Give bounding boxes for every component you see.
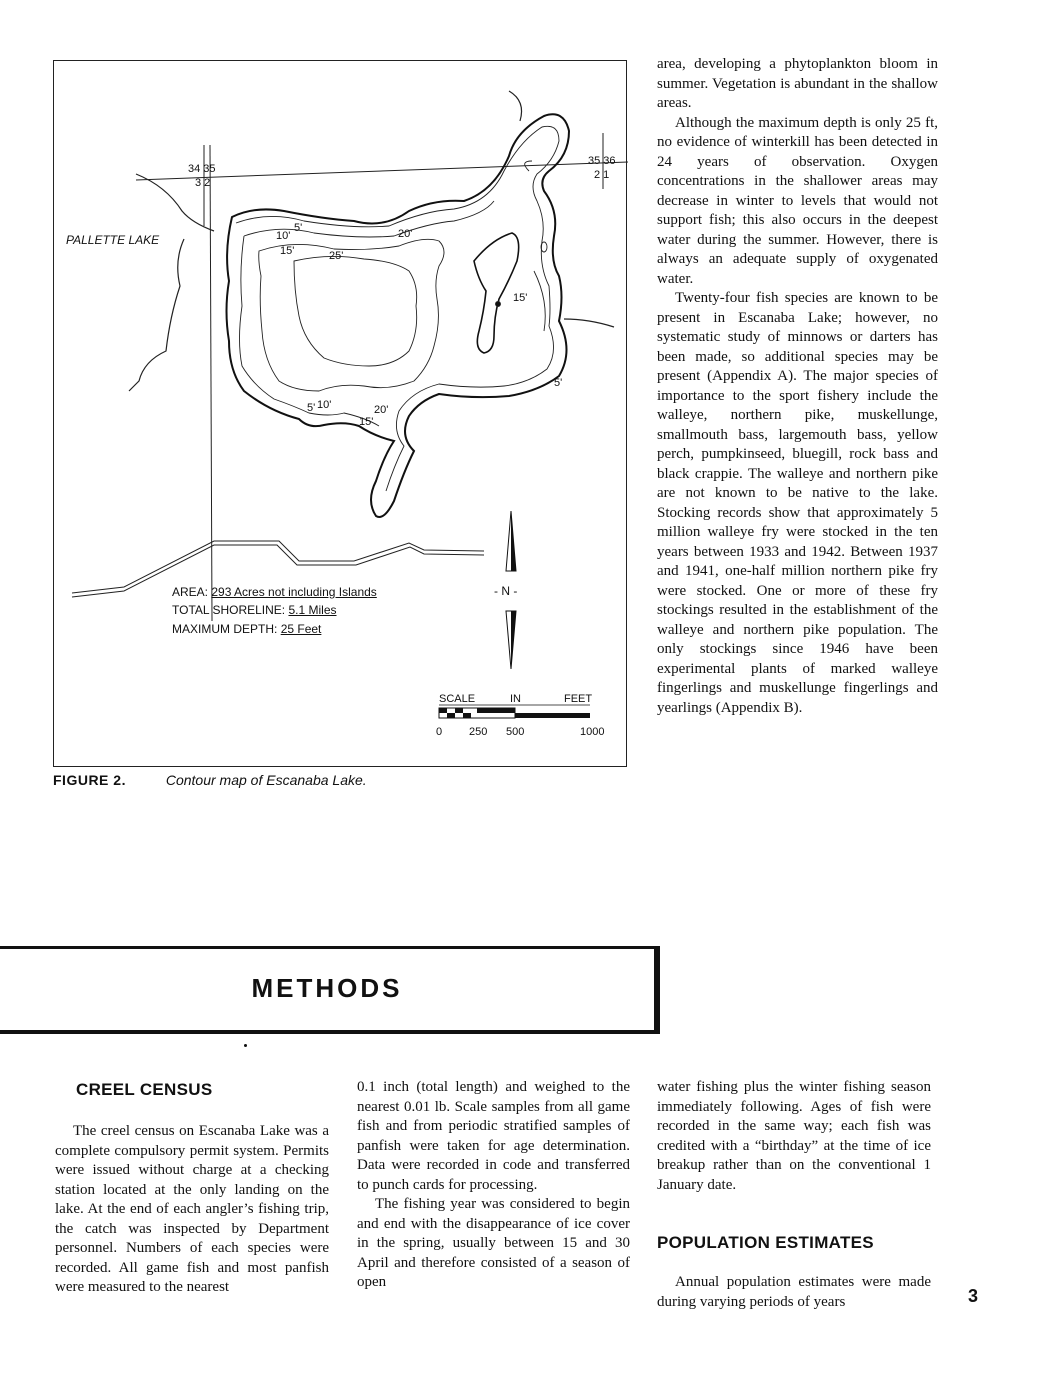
creel-census-col2 — [357, 1078, 630, 1293]
scale-tick: 1000 — [580, 726, 605, 738]
map-labels — [66, 155, 616, 428]
paragraph: area, developing a phytoplankton bloom in summer. Vegetation is abundant in the shallow areas. — [657, 56, 938, 111]
legend-area — [172, 585, 377, 599]
methods-banner — [0, 946, 660, 1034]
creel-census-col3 — [657, 1078, 931, 1195]
population-estimates-heading: POPULATION ESTIMATES — [657, 1233, 874, 1252]
contour-label: 20' — [374, 404, 389, 416]
north-arrow-icon — [494, 511, 517, 669]
legend-shoreline — [172, 603, 337, 617]
legend-shoreline-label: TOTAL SHORELINE: — [172, 603, 286, 617]
scale-unit: FEET — [564, 693, 593, 705]
section-number-label: 35 36 — [588, 155, 616, 167]
right-column-text — [657, 55, 938, 718]
legend-depth-value: 25 Feet — [280, 622, 322, 636]
scale-bar — [436, 693, 604, 738]
figure-frame — [53, 60, 627, 767]
page-number: 3 — [968, 1286, 979, 1306]
streams — [129, 91, 614, 391]
contour-label: 5' — [307, 402, 316, 414]
contour-label: 5' — [294, 222, 303, 234]
legend-depth-label: MAXIMUM DEPTH: — [172, 622, 278, 636]
paragraph: Twenty-four fish species are known to be present in Escanaba Lake; however, no systematic study of minnows or darters has been made, so additional species may be present (Appendix A). The major species of importance to the sport fishery include the walleye, northern pike, muskellunge, smallmouth bass, largemouth bass, yellow perch, pumpkinseed, bluegill, rock bass and black crappie. The walleye and northern pike are not known to be native to the lake. Stocking records show that approximately 5 million walleye fry were stocked in the ten years between 1933 and 1942. Between 1937 and 1941, one-half million northern pike fry were stocked. One or more of these fry stockings resulted in the establishment of the walleye and northern pike population. The only stockings since 1946 have been experimental plants of marked walleye fingerlings and muskellunge fingerlings and yearlings (Appendix B). — [657, 290, 938, 716]
contour-label: 20' — [398, 228, 413, 240]
creel-census-heading: CREEL CENSUS — [76, 1080, 213, 1099]
paragraph: 0.1 inch (total length) and weighed to the nearest 0.01 lb. Scale samples from all game fish and from periodic stratified samples of panfish were taken for age determination. Data were recorded in code and transferred to punch cards for processing. — [357, 1079, 630, 1193]
scale-tick: 0 — [436, 726, 443, 738]
contour-label: 10' — [276, 230, 291, 242]
scale-title: SCALE — [439, 693, 476, 705]
legend-area-label: AREA: — [172, 585, 209, 599]
section-title: METHODS — [251, 973, 403, 1003]
depth-contours — [236, 126, 559, 491]
paragraph: water fishing plus the winter fishing season immediately following. Ages of fish were recorded in the same way; each fish was credited with a “birthday” at the time of ice breakup rather than on the conventional 1 January date. — [657, 1079, 931, 1193]
contour-map — [54, 61, 628, 768]
legend-shoreline-value: 5.1 Miles — [288, 603, 337, 617]
contour-label: 15' — [280, 245, 295, 257]
contour-label: 15' — [359, 416, 374, 428]
creel-census-col1 — [55, 1122, 329, 1298]
scale-in: IN — [510, 693, 521, 705]
paragraph: Although the maximum depth is only 25 ft, no evidence of winterkill has been detected in 24 years of observation. Oxygen concentrations in the shallower areas may decrease in winter to levels that would not support fish; this also occurs in the deepest water during the summer. However, there is always an adequate supply of oxygenated water. — [657, 114, 938, 287]
section-number-label: 2 1 — [594, 169, 610, 181]
north-label: - N - — [494, 584, 518, 598]
contour-label: 25' — [329, 250, 344, 262]
contour-label: 15' — [513, 292, 528, 304]
paragraph: The creel census on Escanaba Lake was a complete compulsory permit system. Permits were issued without charge at a checking station located at the only landing on the lake. At the end of each angler’s fishing trip, the catch was inspected by Department personnel. Numbers of each species were recorded. All game fish and most panfish were measured to the nearest — [55, 1123, 329, 1295]
section-line-vertical-left — [210, 145, 212, 621]
legend-area-value: 293 Acres not including Islands — [211, 585, 377, 599]
scale-tick: 250 — [469, 726, 488, 738]
contour-label: 5' — [554, 377, 563, 389]
figure-caption-text: Contour map of Escanaba Lake. — [165, 772, 367, 788]
section-number-label: 3 2 — [195, 177, 211, 189]
island — [474, 233, 519, 353]
figure-caption — [53, 772, 367, 788]
paragraph: The fishing year was considered to begin and end with the disappearance of ice cover in the spring, usually between 15 and 30 April and therefore consisted of a season of open — [357, 1196, 630, 1290]
stray-dot — [244, 1044, 247, 1047]
legend-depth — [172, 622, 321, 636]
population-estimates-text — [657, 1273, 931, 1312]
scale-tick: 500 — [506, 726, 525, 738]
lake-label: PALLETTE LAKE — [66, 233, 160, 247]
section-number-label: 34 35 — [188, 163, 216, 175]
figure-caption-label: FIGURE 2. — [53, 772, 126, 788]
contour-label: 10' — [317, 399, 332, 411]
paragraph: Annual population estimates were made during varying periods of years — [657, 1274, 931, 1310]
